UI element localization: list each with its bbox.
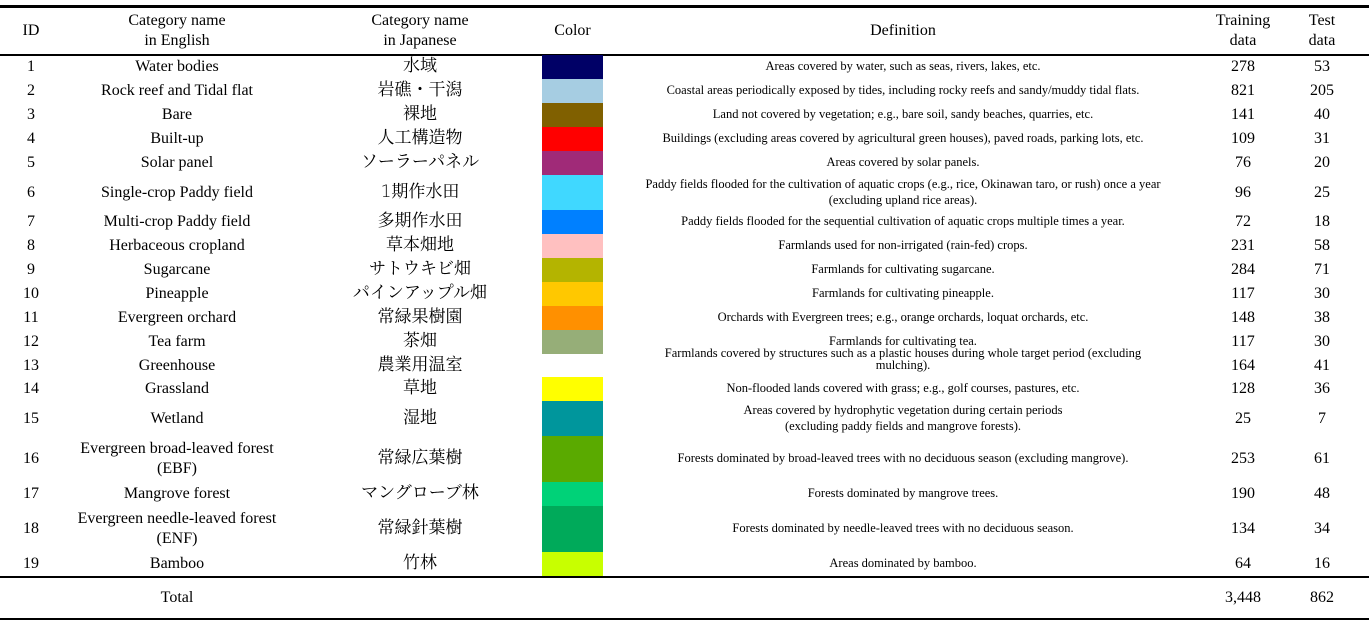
row-id: 7 <box>27 213 35 230</box>
total-label: Total <box>160 589 194 606</box>
table-row <box>0 377 1369 401</box>
row-definition: Areas covered by solar panels. <box>826 155 980 170</box>
row-test: 53 <box>1314 58 1330 75</box>
table-header <box>0 8 1369 54</box>
row-id: 14 <box>23 380 39 397</box>
color-swatch <box>542 354 603 377</box>
color-swatch <box>542 482 603 506</box>
row-id: 8 <box>27 237 35 254</box>
row-test: 7 <box>1318 409 1326 427</box>
color-swatch <box>542 79 603 103</box>
row-training: 128 <box>1231 380 1255 397</box>
row-id: 5 <box>27 154 35 171</box>
row-definition-line2: (excluding paddy fields and mangrove forests). <box>784 418 1022 433</box>
row-color <box>542 401 603 436</box>
table-row <box>0 346 1369 377</box>
row-name-jp: 岩礁・干潟 <box>377 80 463 101</box>
color-swatch <box>542 127 603 151</box>
row-name-jp: 農業用温室 <box>377 354 463 375</box>
row-color <box>542 330 603 354</box>
header-training-line2: data <box>1229 32 1257 49</box>
row-id: 11 <box>23 309 39 326</box>
row-name-jp: 1期作水田 <box>380 181 460 202</box>
row-id: 6 <box>27 183 35 201</box>
row-name-jp: 多期作水田 <box>377 211 463 232</box>
row-training: 134 <box>1231 520 1255 537</box>
row-training: 141 <box>1231 106 1255 123</box>
header-name-en-line1: Category name <box>128 12 226 29</box>
row-id: 13 <box>23 356 39 374</box>
row-definition-line2: (excluding upland rice areas). <box>828 192 978 207</box>
row-training: 231 <box>1231 237 1255 254</box>
row-color <box>542 175 603 210</box>
table-row <box>0 306 1369 330</box>
header-name-en-line2: in English <box>144 32 210 49</box>
total-training: 3,448 <box>1225 589 1261 606</box>
row-id: 15 <box>23 409 39 427</box>
row-name-jp: 水域 <box>403 56 437 77</box>
row-color <box>542 103 603 127</box>
color-swatch <box>542 55 603 79</box>
table-row <box>0 506 1369 552</box>
row-training: 164 <box>1231 356 1255 374</box>
color-swatch <box>542 210 603 234</box>
row-color <box>542 127 603 151</box>
row-color <box>542 436 603 482</box>
row-definition <box>606 175 1200 210</box>
row-name-jp: 人工構造物 <box>377 128 463 149</box>
row-training: 25 <box>1235 409 1251 427</box>
row-color <box>542 482 603 506</box>
header-name-jp <box>320 8 520 54</box>
row-definition: Forests dominated by mangrove trees. <box>807 486 999 501</box>
row-definition: Farmlands for cultivating sugarcane. <box>811 262 995 277</box>
row-name-jp: 常緑果樹園 <box>377 307 463 328</box>
header-test <box>1286 8 1358 54</box>
color-swatch <box>542 151 603 175</box>
header-definition: Definition <box>870 22 936 39</box>
table-row <box>0 436 1369 482</box>
row-training: 109 <box>1231 130 1255 147</box>
row-test: 36 <box>1314 380 1330 397</box>
table-row <box>0 234 1369 258</box>
row-test: 48 <box>1314 485 1330 502</box>
table-row <box>0 79 1369 103</box>
row-id: 12 <box>23 333 39 350</box>
row-name-en-line2: (EBF) <box>156 460 197 477</box>
color-swatch <box>542 175 603 210</box>
row-color <box>542 506 603 552</box>
header-name-jp-line1: Category name <box>371 12 469 29</box>
color-swatch <box>542 282 603 306</box>
header-test-line1: Test <box>1308 12 1336 29</box>
row-name-en <box>52 436 302 482</box>
row-name-jp: 竹林 <box>403 553 437 574</box>
row-name-en: Evergreen orchard <box>117 309 237 326</box>
row-name-en: Bare <box>161 106 193 123</box>
row-training: 117 <box>1231 333 1255 350</box>
row-test: 31 <box>1314 130 1330 147</box>
color-swatch <box>542 234 603 258</box>
row-definition <box>606 346 1200 373</box>
row-name-en: Herbaceous cropland <box>109 237 245 254</box>
row-training: 821 <box>1231 82 1255 99</box>
color-swatch <box>542 552 603 576</box>
row-test: 38 <box>1314 309 1330 326</box>
row-name-en <box>52 506 302 552</box>
row-test: 58 <box>1314 237 1330 254</box>
row-id: 9 <box>27 261 35 278</box>
row-test: 30 <box>1314 285 1330 302</box>
row-name-en: Water bodies <box>135 58 219 75</box>
row-name-en: Rock reef and Tidal flat <box>101 82 253 99</box>
row-test: 41 <box>1314 356 1330 374</box>
row-definition: Farmlands for cultivating tea. <box>829 334 977 349</box>
color-swatch <box>542 377 603 401</box>
row-test: 16 <box>1314 555 1330 572</box>
row-color <box>542 151 603 175</box>
row-definition-line1: Areas covered by hydrophytic vegetation during certain periods <box>743 402 1063 417</box>
row-id: 2 <box>27 82 35 99</box>
row-color <box>542 234 603 258</box>
row-training: 284 <box>1231 261 1255 278</box>
table-row <box>0 127 1369 151</box>
row-name-en: Sugarcane <box>143 261 211 278</box>
row-test: 25 <box>1314 183 1330 201</box>
row-name-en: Grassland <box>145 380 209 397</box>
row-training: 117 <box>1231 285 1255 302</box>
row-training: 148 <box>1231 309 1255 326</box>
row-definition: Farmlands for cultivating pineapple. <box>812 286 994 301</box>
row-definition <box>606 401 1200 436</box>
row-training: 190 <box>1231 485 1255 502</box>
row-test: 30 <box>1314 333 1330 350</box>
row-color <box>542 258 603 282</box>
color-swatch <box>542 330 603 354</box>
row-definition: Land not covered by vegetation; e.g., bare soil, sandy beaches, quarries, etc. <box>712 107 1094 122</box>
row-definition-line2: mulching). <box>875 357 931 372</box>
row-id: 10 <box>23 285 39 302</box>
row-definition: Paddy fields flooded for the sequential cultivation of aquatic crops multiple times a year. <box>681 214 1125 229</box>
row-id: 1 <box>27 58 35 75</box>
row-color <box>542 79 603 103</box>
row-definition: Farmlands used for non-irrigated (rain-fed) crops. <box>778 238 1028 253</box>
row-training: 96 <box>1235 183 1251 201</box>
row-name-en: Single-crop Paddy field <box>101 183 253 201</box>
row-test: 18 <box>1314 213 1330 230</box>
row-name-jp: 常緑広葉樹 <box>377 448 463 469</box>
row-test: 40 <box>1314 106 1330 123</box>
row-definition: Areas dominated by bamboo. <box>829 556 977 571</box>
row-name-jp: 湿地 <box>403 407 437 428</box>
header-training <box>1200 8 1286 54</box>
row-id: 3 <box>27 106 35 123</box>
row-training: 253 <box>1231 450 1255 467</box>
row-name-jp: 草本畑地 <box>386 235 454 256</box>
row-test: 71 <box>1314 261 1330 278</box>
row-name-en-line1: Evergreen broad-leaved forest <box>80 440 274 457</box>
row-id: 16 <box>23 450 39 467</box>
row-test: 20 <box>1314 154 1330 171</box>
row-definition: Buildings (excluding areas covered by agricultural green houses), paved roads, parking lots, etc. <box>662 131 1144 146</box>
table-row <box>0 482 1369 506</box>
row-name-en: Greenhouse <box>138 356 216 374</box>
row-name-en: Wetland <box>150 409 204 427</box>
row-definition: Non-flooded lands covered with grass; e.g., golf courses, pastures, etc. <box>726 381 1080 396</box>
row-test: 205 <box>1310 82 1334 99</box>
row-name-en: Pineapple <box>145 285 209 302</box>
row-definition: Areas covered by water, such as seas, rivers, lakes, etc. <box>765 59 1041 74</box>
row-name-jp: 草地 <box>403 378 437 399</box>
row-id: 18 <box>23 520 39 537</box>
header-training-line1: Training <box>1215 12 1271 29</box>
row-definition: Orchards with Evergreen trees; e.g., orange orchards, loquat orchards, etc. <box>717 310 1089 325</box>
row-test: 61 <box>1314 450 1330 467</box>
row-name-jp: マングローブ林 <box>361 483 479 504</box>
row-color <box>542 55 603 79</box>
row-definition: Forests dominated by broad-leaved trees with no deciduous season (excluding mangrove). <box>677 451 1129 466</box>
row-name-en: Mangrove forest <box>123 485 231 502</box>
header-name-en <box>52 8 302 54</box>
row-definition-line1: Farmlands covered by structures such as a plastic houses during whole target period (excluding <box>664 346 1142 360</box>
row-name-jp: サトウキビ畑 <box>369 259 471 280</box>
row-name-jp: 裸地 <box>403 104 437 125</box>
row-training: 278 <box>1231 58 1255 75</box>
row-definition: Coastal areas periodically exposed by tides, including rocky reefs and sandy/muddy tidal flats. <box>666 83 1140 98</box>
row-name-en: Bamboo <box>149 555 205 572</box>
row-color <box>542 552 603 576</box>
total-row <box>0 578 1369 618</box>
row-name-en: Built-up <box>150 130 204 147</box>
row-name-jp: パインアップル畑 <box>352 283 488 304</box>
row-training: 76 <box>1235 154 1251 171</box>
row-color <box>542 354 603 377</box>
row-training: 72 <box>1235 213 1251 230</box>
row-color <box>542 306 603 330</box>
row-color <box>542 210 603 234</box>
row-name-en-line1: Evergreen needle-leaved forest <box>77 510 277 527</box>
row-training: 64 <box>1235 555 1251 572</box>
table-row <box>0 103 1369 127</box>
table-row <box>0 210 1369 234</box>
color-swatch <box>542 506 603 552</box>
row-name-jp: 茶畑 <box>403 331 437 352</box>
row-id: 4 <box>27 130 35 147</box>
row-name-jp: ソーラーパネル <box>360 152 480 173</box>
bottom-rule <box>0 618 1369 620</box>
color-swatch <box>542 306 603 330</box>
row-definition-line1: Paddy fields flooded for the cultivation of aquatic crops (e.g., rice, Okinawan taro, or rush) once a year <box>645 176 1161 191</box>
table-row <box>0 175 1369 210</box>
color-swatch <box>542 401 603 436</box>
table-row <box>0 55 1369 79</box>
row-id: 17 <box>23 485 39 502</box>
row-test: 34 <box>1314 520 1330 537</box>
header-id: ID <box>22 22 40 39</box>
table-row <box>0 282 1369 306</box>
table-row <box>0 151 1369 175</box>
table-row <box>0 258 1369 282</box>
row-name-en: Solar panel <box>140 154 214 171</box>
row-color <box>542 377 603 401</box>
table-row <box>0 401 1369 436</box>
row-name-en: Multi-crop Paddy field <box>103 213 251 230</box>
header-name-jp-line2: in Japanese <box>383 32 457 49</box>
row-name-jp: 常緑針葉樹 <box>377 518 463 539</box>
total-test: 862 <box>1310 589 1334 606</box>
table-row <box>0 552 1369 576</box>
row-id: 19 <box>23 555 39 572</box>
color-swatch <box>542 436 603 482</box>
row-name-en: Tea farm <box>148 333 206 350</box>
row-name-en-line2: (ENF) <box>156 530 198 547</box>
row-definition: Forests dominated by needle-leaved trees with no deciduous season. <box>732 521 1074 536</box>
header-test-line2: data <box>1308 32 1336 49</box>
header-color: Color <box>554 22 591 39</box>
color-swatch <box>542 258 603 282</box>
row-color <box>542 282 603 306</box>
color-swatch <box>542 103 603 127</box>
